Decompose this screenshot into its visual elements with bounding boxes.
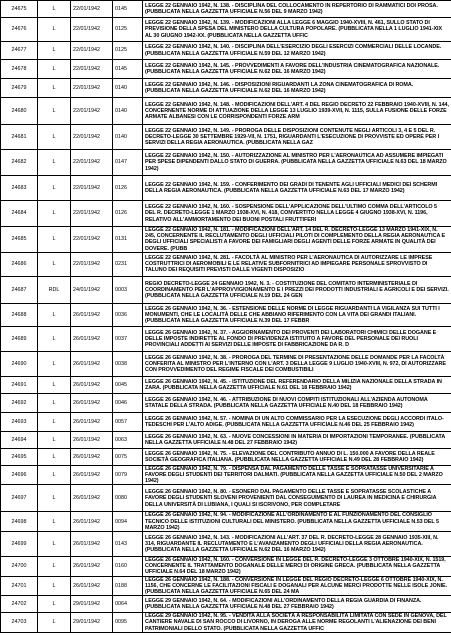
entry-number: 24689	[1, 326, 38, 351]
act-date: 26/01/1942	[71, 557, 113, 577]
act-type: L	[38, 512, 71, 532]
act-code: 0045	[113, 376, 143, 393]
act-code: 0094	[113, 512, 143, 532]
act-date: 22/01/1942	[71, 98, 113, 125]
table-row	[1, 60, 451, 79]
act-type: L	[38, 596, 71, 613]
entry-number: 24691	[1, 376, 38, 393]
entry-number: 24698	[1, 512, 38, 532]
act-description: LEGGE 26 GENNAIO 1942, N. 45. - ISTITUZIONE DEL REFERENDARIO DELLA MILIZIA NAZIONALE DELLA STRADA IN ZARA. (PUBBLICATA NELLA GAZZETTA UFFICIALE N.61 DEL 18 FEBBRAIO 1942)	[143, 376, 451, 393]
table-row	[1, 376, 451, 393]
act-type: L	[38, 252, 71, 276]
act-code: 0046	[113, 393, 143, 412]
act-date: 26/01/1942	[71, 448, 113, 465]
act-date: 22/01/1942	[71, 252, 113, 276]
act-code: 0147	[113, 150, 143, 176]
act-date: 22/01/1942	[71, 125, 113, 150]
act-type: L	[38, 98, 71, 125]
act-code: 0080	[113, 485, 143, 512]
act-type: L	[38, 351, 71, 376]
act-description: LEGGE 22 GENNAIO 1942, N. 181. - MODIFICAZIONI DELL'ART. 14 DEL R. DECRETO-LEGGE 13 MARZO 1941-XIX, N. 245, CONCERNENTE IL RECLUTAMENTO DEGLI UFFICIALI PILOTI DI COMPLEMENTO DELLA REGIA AERONAUTICA E DEGLI UFFICIALI SPECIALISTI A FAVORE DEI FAMIGLIARI DEGLI AGENTI DELLE FORZE ARMATE IN QUALITÀ DEI DOVERE. (PUBB	[143, 227, 451, 253]
act-description: LEGGE 26 GENNAIO 1942, N. 57. - NOMINA DI UN ALTO COMMISSARIO PER LA ESECUZIONE DEGLI ACCORDI ITALO-TEDESCHI PER L'ALTO ADIGE. (PUBBLICATA NELLA GAZZETTA UFFICIALE N.46 DEL 25 FEBBRAIO 1942)	[143, 412, 451, 431]
act-description: LEGGE 26 GENNAIO 1942, N. 188. - CONVERSIONE IN LEGGE DEL REGIO DECRETO-LEGGE 6 OTTOBRE 1940-XIX, N. 1156, CHE CONCERNE LE FACILITAZIONI FISCALI E DOGANALI PER ALCUNE MERCI PRODOTTE NELLE ISOLE JONIE. (PUBBLICATA NELLA GAZZETTA UFFICIALE N.65 DEL 24 MA	[143, 576, 451, 596]
act-code: 0125	[113, 42, 143, 60]
entry-number: 24687	[1, 276, 38, 303]
act-code: 0057	[113, 412, 143, 431]
act-code: 0126	[113, 201, 143, 227]
act-description: LEGGE 22 GENNAIO 1942, N. 150. - AUTORIZZAZIONE AL MINISTRO PER L'AERONAUTICA AD ASSUMERE IMPIEGATI PER SPESE DIPENDENTI DALLO STATO DI GUERRA. (PUBBLICATA NELLA GAZZETTA UFFICIALE N.63 DEL 18 MARZO 1942)	[143, 150, 451, 176]
act-type: L	[38, 465, 71, 485]
act-code: 0075	[113, 448, 143, 465]
entry-number: 24697	[1, 485, 38, 512]
act-date: 22/01/1942	[71, 150, 113, 176]
act-description: LEGGE 26 GENNAIO 1942, N. 37. - AGGIORNAMENTO DEI PROVENTI DEI LABORATORI CHIMICI DELLE DOGANE E DELLE IMPOSTE INDIRETTE AL FONDO DI PREVIDENZA ISTITUITO A FAVORE DEL PERSONALE DEI RUOLI PROVINCIALI ADDETTI AI SERVIZI DELLE IMPOSTE DI FABBRICAZIONE DA R. D	[143, 326, 451, 351]
entry-number: 24683	[1, 176, 38, 201]
act-description: LEGGE 26 GENNAIO 1942, N. 38. - PROROGA DEL TERMINE DI PRESENTAZIONE DELLE DOMANDE PER LA FACOLTÀ CONFERITA AL MINISTRO PER L'INTERNO CON L'ART. 3 DELLA LEGGE 9 LUGLIO 1940-XVIII, N. 972, DI AUTORIZZARE CON PROVVEDIMENTO DEL REGIME FISCALE DEI COMBUSTIBILI	[143, 351, 451, 376]
act-type: L	[38, 412, 71, 431]
entry-number: 24676	[1, 18, 38, 42]
table-row	[1, 532, 451, 557]
table-row	[1, 393, 451, 412]
act-date: 26/01/1942	[71, 532, 113, 557]
act-date: 22/01/1942	[71, 1, 113, 18]
act-code: 0143	[113, 532, 143, 557]
entry-number: 24686	[1, 252, 38, 276]
table-row	[1, 431, 451, 448]
act-description: LEGGE 22 GENNAIO 1942, N. 145. - PROVVEDIMENTI A FAVORE DELL'INDUSTRIA CINEMATOGRAFICA NAZIONALE. (PUBBLICATA NELLA GAZZETTA UFFICIALE N.62 DEL 16 MARZO 1942)	[143, 60, 451, 79]
table-row	[1, 276, 451, 303]
entry-number: 24701	[1, 576, 38, 596]
act-code: 0036	[113, 303, 143, 326]
entry-number: 24702	[1, 596, 38, 613]
act-code: 0145	[113, 1, 143, 18]
table-row	[1, 98, 451, 125]
act-type: L	[38, 613, 71, 633]
act-description: LEGGE 29 GENNAIO 1942, N. 64. - MODIFICAZIONI ALL'ORDINAMENTO DELLA REGIA GUARDIA DI FINANZA. (PUBBLICATA NELLA GAZZETTA UFFICIALE N.48 DEL 27 FEBBRAIO 1942)	[143, 596, 451, 613]
act-type: L	[38, 431, 71, 448]
act-code: 0140	[113, 98, 143, 125]
entry-number: 24680	[1, 98, 38, 125]
act-type: L	[38, 60, 71, 79]
table-row	[1, 412, 451, 431]
act-date: 24/01/1942	[71, 276, 113, 303]
act-description: LEGGE 22 GENNAIO 1942, N. 149. - PROROGA DELLE DISPOSIZIONI CONTENUTE NEGLI ARTICOLI 3, 4 E 5 DEL R. DECRETO-LEGGE 30 SETTEMBRE 1929-VII, N. 1751, RIGUARDANTI L'ESECUZIONE DI PROVVISTE ED OPERE PER I SERVIZI DELLA REGIA AERONAUTICA. (PUBBLICATA NELLA GAZ	[143, 125, 451, 150]
act-date: 26/01/1942	[71, 376, 113, 393]
act-date: 22/01/1942	[71, 79, 113, 98]
act-date: 26/01/1942	[71, 485, 113, 512]
table-row	[1, 512, 451, 532]
entry-number: 24677	[1, 42, 38, 60]
act-date: 26/01/1942	[71, 393, 113, 412]
act-code: 0063	[113, 431, 143, 448]
table-row	[1, 596, 451, 613]
table-row	[1, 227, 451, 253]
act-type: L	[38, 393, 71, 412]
entry-number: 24675	[1, 1, 38, 18]
act-description: LEGGE 26 GENNAIO 1942, N. 94. - MODIFICAZIONE ALL'ORDINAMENTO E AL FUNZIONAMENTO DEL CONSIGLIO TECNICO DELLE ISTITUZIONI CULTURALI DEL MINISTERO. (PUBBLICATA NELLA GAZZETTA UFFICIALE N.53 DEL 5 MARZO 1942)	[143, 512, 451, 532]
table-row	[1, 351, 451, 376]
table-row	[1, 18, 451, 42]
act-code: 0125	[113, 18, 143, 42]
act-code: 0064	[113, 596, 143, 613]
act-code: 0003	[113, 276, 143, 303]
act-description: LEGGE 26 GENNAIO 1942, N. 143. - MODIFICAZIONI ALL'ART. 37 DEL R. DECRETO-LEGGE 28 GENNAIO 1935-XIII, N. 314, RIGUARDANTE IL RECLUTAMENTO E L'AVANZAMENTO DEGLI UFFICIALI DELLA REGIA AERONAUTICA. (PUBBLICATA NELLA GAZZETTA UFFICIALE N.62 DEL 16 MARZO 1942)	[143, 532, 451, 557]
entry-number: 24695	[1, 448, 38, 465]
act-date: 22/01/1942	[71, 18, 113, 42]
entry-number: 24700	[1, 557, 38, 577]
entry-number: 24678	[1, 60, 38, 79]
act-type: L	[38, 42, 71, 60]
act-code: 0131	[113, 227, 143, 253]
act-code: 0095	[113, 613, 143, 633]
table-row	[1, 557, 451, 577]
act-type: L	[38, 79, 71, 98]
act-type: L	[38, 150, 71, 176]
act-code: 0140	[113, 79, 143, 98]
act-date: 26/01/1942	[71, 431, 113, 448]
table-row	[1, 176, 451, 201]
act-type: L	[38, 125, 71, 150]
table-row	[1, 42, 451, 60]
act-description: LEGGE 22 GENNAIO 1942, N. 140. - DISCIPLINA DELL'ESERCIZIO DEGLI ESERCIZI COMMERCIALI DELLE LOCANDE. (PUBBLICATA NELLA GAZZETTA UFFICIALE N.59 DEL 12 MARZO 1942)	[143, 42, 451, 60]
act-description: REGIO DECRETO-LEGGE 24 GENNAIO 1942, N. 3. - COSTITUZIONE DEL COMITATO INTERMINISTERIALE DI COORDINAMENTO PER L'APPROVVIGIONAMENTO E I PREZZI DEI PRODOTTI INDUSTRIALI E AGRICOLI E DEI SERVIZI. (PUBBLICATA NELLA GAZZETTA UFFICIALE N.19 DEL 24 GEN	[143, 276, 451, 303]
act-date: 26/01/1942	[71, 412, 113, 431]
act-type: L	[38, 201, 71, 227]
entry-number: 24684	[1, 201, 38, 227]
act-date: 26/01/1942	[71, 576, 113, 596]
entry-number: 24679	[1, 79, 38, 98]
act-description: LEGGE 26 GENNAIO 1942, N. 46. - ATTRIBUZIONE DI NUOVI COMPITI ISTITUZIONALI ALL'AZIENDA AUTONOMA STATALE DELLA STRADA. (PUBBLICATA NELLA GAZZETTA UFFICIALE N.40 DEL 18 FEBBRAIO 1942)	[143, 393, 451, 412]
act-date: 22/01/1942	[71, 227, 113, 253]
table-row	[1, 613, 451, 633]
act-description: LEGGE 22 GENNAIO 1942, N. 146. - DISPOSIZIONI RIGUARDANTI LA ZONA CINEMATOGRAFICA DI ROMA. (PUBBLICATA NELLA GAZZETTA UFFICIALE N.62 DEL 16 MARZO 1942)	[143, 79, 451, 98]
act-type: L	[38, 448, 71, 465]
act-type: L	[38, 376, 71, 393]
table-row	[1, 252, 451, 276]
act-type: L	[38, 532, 71, 557]
act-date: 22/01/1942	[71, 60, 113, 79]
act-code: 0160	[113, 557, 143, 577]
act-description: LEGGE 22 GENNAIO 1942, N. 138. - DISCIPLINA DEL COLLOCAMENTO IN REPERTORIO DI RAMMATICI DOI PROSA. (PUBBLICATA NELLA GAZZETTA UFFICIALE N.56 DEL 9 MARZO 1942)	[143, 1, 451, 18]
act-description: LEGGE 26 GENNAIO 1942, N. 80. - ESONERO DAL PAGAMENTO DELLE TASSE E SOPRATASSE SCOLASTICHE A FAVORE DEGLI STUDENTI SLOVENI PROVENIENTI DAL CONSEGUIMENTO DI LAUREA IN MEDICINA E CHIRURGIA DELLA UNIVERSITÀ DI LUBIANA, I QUALI SI ISCRIVONO, PER COMPLETARE	[143, 485, 451, 512]
act-code: 0037	[113, 326, 143, 351]
act-date: 22/01/1942	[71, 176, 113, 201]
entry-number: 24699	[1, 532, 38, 557]
act-type: RDL	[38, 276, 71, 303]
act-code: 0188	[113, 576, 143, 596]
act-description: LEGGE 22 GENNAIO 1942, N. 148. - MODIFICAZIONI DELL'ART. 4 DEL REGIO DECRETO 22 FEBBRAIO 1940-XVIII, N. 144, CONCERNENTE NORME DI ATTUAZIONE DELLA LEGGE 13 LUGLIO 1939-XVII, N. 1115, SULLA FUSIONE DELLE FORZE ARMATE ALBANESI CON LE CORRISPONDENTI FORZE ARM	[143, 98, 451, 125]
act-code: 0140	[113, 125, 143, 150]
act-description: LEGGE 26 GENNAIO 1942, N. 36. - ESTENSIONE DELLE NORME DI LEGGE RIGUARDANTI LA VIGILANZA SUI TUTTI I MONUMENTI, CHE LE LOCALITÀ DELLE CHE ABBIANO RIFERIMENTO CON LA VITA DEI GRANDI ITALIANI. (PUBBLICATA NELLA GAZZETTA UFFICIALE N.39 DEL 17 FEBBR	[143, 303, 451, 326]
act-code: 0038	[113, 351, 143, 376]
entry-number: 24688	[1, 303, 38, 326]
table-row	[1, 79, 451, 98]
act-type: L	[38, 485, 71, 512]
table-row	[1, 465, 451, 485]
act-type: L	[38, 557, 71, 577]
act-type: L	[38, 18, 71, 42]
act-description: LEGGE 29 GENNAIO 1942, N. 95. - VENDITA ALLA SOCIETÀ A RESPONSABILITÀ LIMITATA CON SEDE IN GENOVA, DEL CANTIERE NAVALE DI SAN ROCCO DI LIVORNO, IN DEROGA ALLE NORME REGOLANTI L'ALIENAZIONE DEI BENI PATRIMONIALI DELLO STATO. (PUBBLICATA NELLA GAZZETTA UFFIC	[143, 613, 451, 633]
act-code: 0079	[113, 465, 143, 485]
register-rows	[1, 1, 451, 633]
act-type: L	[38, 1, 71, 18]
table-row	[1, 303, 451, 326]
table-row	[1, 201, 451, 227]
act-code: 0126	[113, 176, 143, 201]
act-date: 26/01/1942	[71, 351, 113, 376]
act-type: L	[38, 176, 71, 201]
act-type: L	[38, 576, 71, 596]
table-row	[1, 448, 451, 465]
entry-number: 24703	[1, 613, 38, 633]
entry-number: 24681	[1, 125, 38, 150]
act-description: LEGGE 22 GENNAIO 1942, N. 159. - CONFERIMENTO DEI GRADI DI TENENTE AGLI UFFICIALI MEDICI DEI SCHERMI DELLA REGIA AERONAUTICA. (PUBBLICATA NELLA GAZZETTA UFFICIALE N.63 DEL 17 MARZO 1942)	[143, 176, 451, 201]
entry-number: 24682	[1, 150, 38, 176]
act-description: LEGGE 22 GENNAIO 1942, N. 281. - FACOLTÀ AL MINISTRO PER L'AERONAUTICA DI AUTORIZZARE LE IMPRESE COSTRUTTRICI DI AEROMOBILI E LE RELATIVE SUBFORNITRICI AD IMPIEGARE PERSONALE SPROVVISTO DI TALUNO DEI REQUISITI PREVISTI DALLE VIGENTI DISPOSIZIO	[143, 252, 451, 276]
entry-number: 24692	[1, 393, 38, 412]
entry-number: 24690	[1, 351, 38, 376]
act-code: 0145	[113, 60, 143, 79]
entry-number: 24696	[1, 465, 38, 485]
act-description: LEGGE 22 GENNAIO 1942, N. 139. - MODIFICAZIONI ALLA LEGGE 6 MAGGIO 1940-XVIII, N. 461, SULLO STATO DI PREVISIONE DELLA SPESA DEL MINISTERO DELLA CULTURA POPOLARE. (PUBBLICATA NELLA 1 LUGLIO 1941-XIX AL 30 GIUGNO 1942-XX. (PUBBLICATA NELLA GAZZETTA UFFIC	[143, 18, 451, 42]
table-row	[1, 326, 451, 351]
act-description: LEGGE 26 GENNAIO 1942, N. 160. - CONVERSIONE IN LEGGE DEL R. DECRETO-LEGGE 3 OTTOBRE 1940-XIX, N. 1519, CONCERNENTE IL TRATTAMENTO DOGANALE DELLE MERCI DI ORIGINE GRECA. (PUBBLICATA NELLA GAZZETTA UFFICIALE N.64 DEL 18 MARZO 1942)	[143, 557, 451, 577]
act-date: 22/01/1942	[71, 201, 113, 227]
act-code: 0231	[113, 252, 143, 276]
act-type: L	[38, 303, 71, 326]
act-date: 26/01/1942	[71, 465, 113, 485]
table-row	[1, 485, 451, 512]
entry-number: 24693	[1, 412, 38, 431]
act-description: LEGGE 26 GENNAIO 1942, N. 75. - ELEVAZIONE DEL CONTRIBUTO ANNUO DI L. 150.000 A FAVORE DELLA REALE SOCIETÀ GEOGRAFICA ITALIANA. (PUBBLICATA NELLA GAZZETTA UFFICIALE N.49 DEL 28 FEBBRAIO 1942)	[143, 448, 451, 465]
act-type: L	[38, 326, 71, 351]
act-date: 26/01/1942	[71, 326, 113, 351]
act-date: 29/01/1942	[71, 596, 113, 613]
act-date: 26/01/1942	[71, 303, 113, 326]
table-row	[1, 576, 451, 596]
act-type: L	[38, 227, 71, 253]
act-description: LEGGE 26 GENNAIO 1942, N. 63. - NUOVE CONCESSIONI IN MATERIA DI IMPORTAZIONI TEMPORANEE. (PUBBLICATA NELLA GAZZETTA UFFICIALE N.48 DEL 27 FEBBRAIO 1942)	[143, 431, 451, 448]
act-description: LEGGE 22 GENNAIO 1942, N. 160. - SOSPENSIONE DELL'APPLICAZIONE DELL'ULTIMO COMMA DELL'ARTICOLO 5 DEL R. DECRETO-LEGGE 1 MARZO 1938-XVI, N. 418, CONVERTITO NELLA LEGGE 4 GIUGNO 1938-XVI, N. 1196, RELATIVO ALL'AMMORTAMENTO DEI BUONI POSTALI FRUTTIFERI	[143, 201, 451, 227]
entry-number: 24685	[1, 227, 38, 253]
act-date: 22/01/1942	[71, 42, 113, 60]
act-description: LEGGE 26 GENNAIO 1942, N. 79. - DISPENSA DAL PAGAMENTO DELLE TASSE E SOPRATASSE UNIVERSITARIE A FAVORE DEGLI STUDENTI DEI TERRITORI DALMATI. (PUBBLICATA NELLA GAZZETTA UFFICIALE N.50 DEL 2 MARZO 1942)	[143, 465, 451, 485]
entry-number: 24694	[1, 431, 38, 448]
table-row	[1, 125, 451, 150]
act-date: 29/01/1942	[71, 613, 113, 633]
table-row	[1, 1, 451, 18]
act-date: 26/01/1942	[71, 512, 113, 532]
table-row	[1, 150, 451, 176]
